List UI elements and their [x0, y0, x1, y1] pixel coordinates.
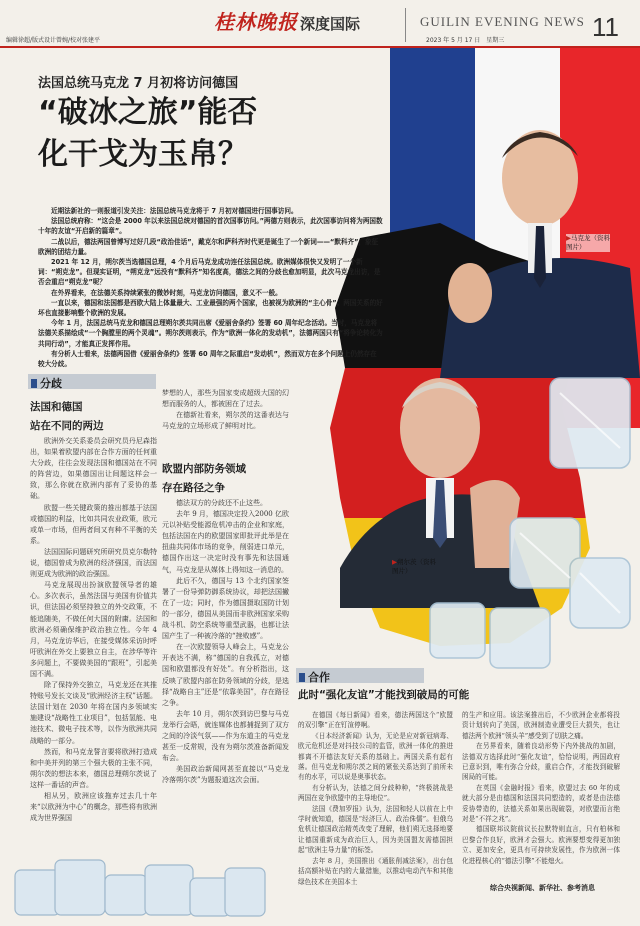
caption-arrow-icon: ▶	[392, 558, 397, 566]
paragraph: 法国国际问题研究所研究员克尔勒特说，德国曾成为欧洲的经济强国，而法国则更成为欧洲的政治强国。	[30, 547, 157, 579]
paragraph: 马克龙展现出扮演欧盟领导者的雄心。多次表示，虽然法国与美国有价值共识，但法国必须坚持独立的外交政策，不能追随美，不做任何大国的附庸。法国和欧洲必须确保维护政治独立性。今年 4 月，马克龙访华后，在接受媒体采访时呼吁欧洲在外交上要独立自主，在涉华等许多问题上，不要做美国的“跟班”，引起美国不满。	[30, 581, 157, 678]
issue-date: 2023 年 5 月 17 日 星期三	[426, 37, 505, 44]
editor-credits: 编辑徐超/版式设计曾婉/校对张建平	[6, 37, 101, 44]
page-number: 11	[592, 12, 619, 42]
intro-paragraph: 二战以后，德法两国曾博写过好几段“政治佳话”，戴克尔和萨科齐时代更是诞生了一个新词——“默科齐”，象征欧洲的团结力量。	[38, 237, 379, 256]
paragraph: 此后不久，德国与 13 个北约国家签署了一份导弹防御系统协议，却把法国撇在了一边；同时，作为德国摄取国防计划的一部分，德国从美国而非欧洲国家采购战斗机、防空系统等重型武器，也都让法国产生了一种被冷落的“挫败感”。	[162, 576, 289, 641]
intro-paragraph: 法国总统府称：“这会是 2000 年以来法国总统对德国的首次国事访问。”两德方则表示，此次国事访问将为两国数十年的友谊“开启新的篇章”。	[38, 217, 383, 236]
intro-paragraph: 今年 1 月，法国总统马克龙和德国总理朔尔茨共同出席《爱丽舍条约》签署 60 周年纪念活动。当时，马克龙将法德关系描绘成“一个胸膛里的两个灵魂”。朔尔茨则表示，作为“欧洲一体化的发动机”，法德两国只有“将争论转化为共同行动”，才能真正发挥作用。	[38, 319, 383, 348]
paragraph: 欧洲外交关系委员会研究员丹尼森指出，如果着欧盟内部在合作方面的任何重大分歧，往往会发现法国和德国站在不同的阵营边，如果德国出让间题这样会一致，那么你就在欧洲内部有了妥协的基础。	[30, 437, 157, 501]
paragraph: 在德国《每日新闻》看来，德法两国这个“欧盟的双引擎”正在钉渲停啊。	[298, 711, 453, 730]
paragraph: 去年 9 月，德国决定投入2000 亿欧元以补贴受能源危机冲击的企业和家庭，包括法国在内的欧盟国家即批评此举是在扭曲共同体市场的竞争，削弱进口单元，德国作出这一决定时没有事先和法国通气，马克龙是从媒体上得知这一消息的。	[162, 510, 289, 574]
paragraph: 去年 8 月，美国推出《通胀削减法案》，出台包括高额补贴在内的大量措施，以推动电动汽车和其他绿色技术在美国本土	[298, 856, 453, 886]
paragraph: 德法双方的分歧还不止这些。	[176, 499, 267, 507]
column-3	[298, 710, 453, 888]
intro-paragraph: 2021 年 12 月，朔尔茨当选德国总理，4 个月后马克龙成功连任法国总统。欧洲媒体很快又发明了一个新词：“朔克龙”。但现实证明，“朔克龙”远没有“默科齐”知名度高，德法之间的分歧也愈加明显，此次马克龙出访，是否会重启“朔克龙”呢？	[38, 258, 381, 287]
paragraph: 然而，和马克龙誓言要将欧洲打造成和中美并列的第三个强大极的主张不同，朔尔茨的想法本来，德国总理朔尔茨说了这样一番话的声音。	[30, 747, 157, 789]
intro-paragraphs	[38, 206, 383, 369]
illustration-collage	[300, 48, 640, 708]
paragraph: 法国《费加罗报》认为，法国和轻人以前在上中学时就知道，德国是“经济巨人、政治侏儒”。但俄乌危机让德国政治精英改变了理解，他们朔无选择地要让德国重新成为政治巨人，因为美国盟友需德国担起“欧洲主导力量”的标签。	[298, 804, 453, 855]
paragraph: 《日本经济新闻》认为，无论是应对新冠病毒、欧元危机还是对抖技公司的监管，欧洲一体化的推进都离不开德法友好关系的基础上。两国关系有起有落。但马克龙和朔尔茨之间的紧张关系达到了前所未有的水平，可以说是奥事状态。	[298, 731, 453, 782]
section-marker-icon	[31, 379, 37, 388]
source-credit: 综合央视新闻、新华社、参考消息	[490, 884, 595, 892]
subhead-fenqi-2: 欧盟内部防务领域 存在路径之争	[162, 463, 246, 494]
headline-kicker: 法国总统马克龙 7 月初将访问德国	[38, 76, 239, 91]
section-title-fenqi: 分歧	[31, 375, 62, 391]
paragraph: 在另界看来，随着良动形势下内外挑战的加剧，法德双方选择此时“强化友谊”，恰恰说明，两国政府已意识到，唯有弥合分歧，重启合作，才能找到破解困局的可能。	[462, 742, 620, 782]
paragraph: 在一次欧盟领导人峰会上，马克龙公开表达不满，称“德国的自我孤立，对德国和欧盟都没有好处”。有分析指出，这反映了欧盟内部在防务领域的分歧，是选择“战略自主”还是“依靠美国”，存在路径之争。	[162, 643, 289, 707]
subhead-hezuo: 此时“强化友谊”才能找到破局的可能	[298, 689, 470, 701]
paragraph: 的生产和应用。该法案推出后，不少欧洲企业都将投资计划转向了美国，欧洲制造业遭受巨大损失，也让德法两个欧洲“领头羊”感受到了切肤之痛。	[462, 711, 620, 740]
paragraph: 在德新社看来，朔尔茨的这番表达与马克龙的立场形成了鲜明对比。	[162, 411, 289, 431]
headline	[38, 92, 318, 176]
intro-paragraph: 一直以来，德国和法国都是西欧大陆上体量最大、工业最强的两个国家，也被视为欧洲的“主心骨”。两国关系的好坏也直接影响整个欧洲的发展。	[38, 298, 383, 318]
intro-paragraph: 在外界看来，在法德关系持续紧张的微妙时刻，马克龙访问德国，意义不一般。	[51, 288, 282, 297]
paragraph: 除了保持外交独立，马克龙还在其推特账号发长文谈及“欧洲经济主权”话题。法国计划在 2030 年将在国内多领域实施建设“战略性工业项目”，包括氢能、电池技术、微电子技术等，以作为欧洲共同战略的一部分。	[30, 681, 157, 745]
newspaper-logo: 桂林晚报	[214, 10, 298, 34]
headline-line-1: “破冰之旅”能否	[38, 95, 258, 130]
paragraph: 相从另，欧洲应该拖弃过去几十年来“以欧洲为中心”的概念，那些将有欧洲成为世界强国	[30, 792, 157, 823]
column-1	[30, 436, 157, 886]
paragraph: 美国政治新闻网甚至直接以“马克龙冷落朔尔茨”为题报道这次会面。	[162, 765, 289, 785]
column-2-top	[162, 388, 289, 432]
headline-line-2: 化干戈为玉帛？	[38, 137, 248, 172]
newspaper-english-name: GUILIN EVENING NEWS	[420, 14, 585, 29]
intro-paragraph: 有分析人士看来，法德两国借《爱丽舍条约》签署 60 周年之际重启“发动机”，然而双方在多个问题上仍然存在较大分歧。	[38, 349, 377, 369]
paragraph: 有分析认为，法德之间分歧种种，“终极挑战是两国在竞争欧盟中的主导地位”。	[298, 783, 453, 803]
paragraph: 欧盟一些关键政策的推出都基于法国或德国的利益，比如共同农业政策，欧元或单一市场，但两者间又有种不平衡的关系。	[30, 503, 157, 545]
caption-arrow-icon: ▶	[566, 234, 571, 242]
column-2	[162, 498, 289, 878]
masthead-divider	[405, 8, 406, 42]
section-name: 深度国际	[300, 15, 361, 33]
section-marker-icon	[299, 673, 305, 682]
intro-paragraph: 近期法新社的一则报道引发关注：法国总统马克龙将于 7 月初对德国进行国事访问。	[51, 207, 298, 215]
paragraph: 德国联邦议院前议长拉默特则直言，只有柏林和巴黎合作良好，欧洲才会强大。欧洲要想变得更加独立、更加安全，更具有可持续发展性，作为欧洲一体化进程核心的“德法引擎”不能熄火。	[462, 825, 620, 865]
macron-caption: ▶马克龙（资料图片）	[566, 234, 610, 251]
ice-cubes-decoration	[10, 850, 270, 920]
paragraph: 去年 10 月，朔尔茨到访巴黎与马克龙举行会晤，就连媒体也都捕捉到了双方之间的冷淡气氛——作为东道主的马克龙甚至一反常规，没有为朔尔茨准备新闻发布会。	[162, 709, 289, 763]
column-4	[462, 710, 620, 882]
scholz-caption: ▶朔尔茨（资料图片）	[392, 558, 436, 575]
paragraph: 梦想的人，那些为国家变成超级大国的幻想而服务的人，都被困在了过去。	[162, 389, 289, 409]
section-title-hezuo: 合作	[299, 669, 330, 685]
subhead-fenqi-1: 法国和德国 站在不同的两边	[30, 401, 104, 432]
paragraph: 在英国《金融时报》看来，欧盟过去 60 年的成就大部分是由德国和法国共同塑造的，或者是由法德妥协带造的，法德关系如果出现破裂，对欧盟而言绝对是“不祥之兆”。	[462, 783, 620, 824]
